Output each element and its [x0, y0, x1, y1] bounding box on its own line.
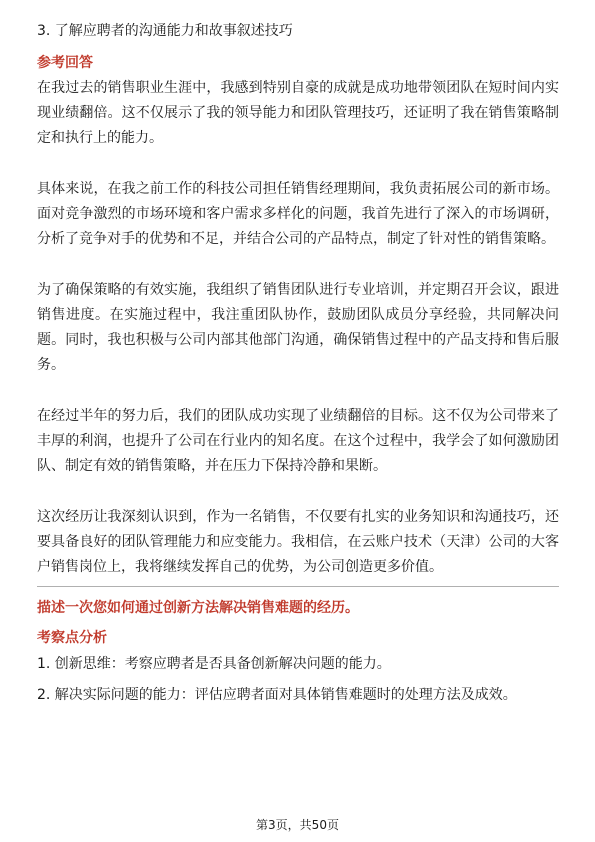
analysis-point-2: 2. 解决实际问题的能力：评估应聘者面对具体销售难题时的处理方法及成效。 — [37, 687, 517, 703]
document-page — [37, 20, 559, 715]
section-divider — [37, 586, 559, 587]
page-number-footer: 第3页，共50页 — [256, 818, 339, 832]
answer-paragraph-5: 这次经历让我深刻认识到，作为一名销售，不仅要有扎实的业务知识和沟通技巧，还要具备良好的团队管理能力和应变能力。我相信，在云账户技术（天津）公司的大客户销售岗位上，我将继续发挥自己的优势，为公司创造更多价值。 — [37, 509, 559, 575]
answer-paragraph-1: 在我过去的销售职业生涯中，我感到特别自豪的成就是成功地带领团队在短时间内实现业绩翻倍。这不仅展示了我的领导能力和团队管理技巧，还证明了我在销售策略制定和执行上的能力。 — [37, 80, 559, 146]
answer-paragraph-2: 具体来说，在我之前工作的科技公司担任销售经理期间，我负责拓展公司的新市场。面对竞争激烈的市场环境和客户需求多样化的问题，我首先进行了深入的市场调研，分析了竞争对手的优势和不足，并结合公司的产品特点，制定了针对性的销售策略。 — [37, 181, 559, 247]
answer-paragraph-3: 为了确保策略的有效实施，我组织了销售团队进行专业培训，并定期召开会议，跟进销售进度。在实施过程中，我注重团队协作，鼓励团队成员分享经验，共同解决问题。同时，我也积极与公司内部其他部门沟通，确保销售过程中的产品支持和售后服务。 — [37, 282, 559, 373]
answer-paragraph-4: 在经过半年的努力后，我们的团队成功实现了业绩翻倍的目标。这不仅为公司带来了丰厚的利润，也提升了公司在行业内的知名度。在这个过程中，我学会了如何激励团队、制定有效的销售策略，并在压力下保持冷静和果断。 — [37, 408, 559, 474]
reference-answer-label: 参考回答 — [37, 55, 93, 71]
analysis-label: 考察点分析 — [37, 630, 107, 646]
question-title: 3. 了解应聘者的沟通能力和故事叙述技巧 — [37, 23, 293, 39]
analysis-point-1: 1. 创新思维：考察应聘者是否具备创新解决问题的能力。 — [37, 656, 391, 672]
next-question-title: 描述一次您如何通过创新方法解决销售难题的经历。 — [37, 600, 359, 616]
